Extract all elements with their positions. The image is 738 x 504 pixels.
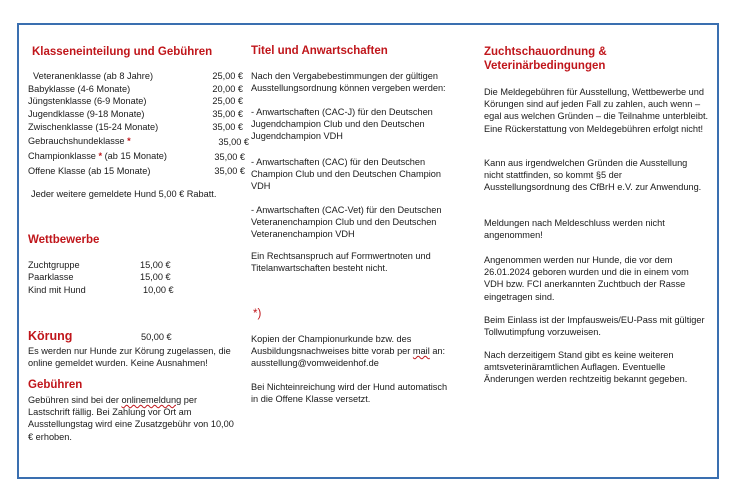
heading-fees: Gebühren <box>28 379 83 391</box>
rules-veterinary-paragraph: Nach derzeitigem Stand gibt es keine weiteren amtsveterinäramtlichen Auflagen. Eventuelle Änderungen werden rechtzeitig bekannt gegeben. <box>484 350 688 385</box>
heading-koerung: Körung <box>28 329 73 343</box>
rules-cancel-paragraph: Kann aus irgendwelchen Gründen die Ausstellung nicht stattfinden, so kommt §5 der Ausstellungsordnung des CfBrH e.V. zur Anwendung. <box>484 158 702 193</box>
fees-text: Gebühren sind bei der onlinemeldung per Lastschrift fällig. Bei Zahlung vor Ort am Ausstellungstag wird eine Zusatzgebühr von 10,00 € erhoben. <box>28 395 234 442</box>
titles-intro: Nach den Vergabebestimmungen der gültigen Ausstellungsordnung können vergeben werden: <box>251 71 446 94</box>
contest-row: Zuchtgruppe <box>28 260 80 270</box>
copies-text: Kopien der Championurkunde bzw. des Ausbildungsnachweises bitte vorab per mail an: ausstellung@vomweidenhof.de <box>251 334 446 369</box>
class-price: 35,00 € <box>214 166 245 176</box>
rules-eligibility-paragraph: Angenommen werden nur Hunde, die vor dem 26.01.2024 geboren wurden und die in einem vom VDH bzw. FCI anerkannten Zuchtbuch der Rasse eingetragen sind. <box>484 255 689 302</box>
class-price: 20,00 € <box>212 84 243 94</box>
heading-contests: Wettbewerbe <box>28 234 100 246</box>
class-price: 35,00 € <box>218 137 249 147</box>
footnote-star: * <box>98 151 103 161</box>
extra-dog-note: Jeder weitere gemeldete Hund 5,00 € Rabatt. <box>31 189 217 199</box>
footnote-mark: *) <box>253 308 262 320</box>
heading-titles: Titel und Anwartschaften <box>251 45 388 57</box>
noncompliance-text: Bei Nichteinreichung wird der Hund automatisch in die Offene Klasse versetzt. <box>251 382 448 405</box>
class-price: 35,00 € <box>212 109 243 119</box>
info-panel <box>17 23 719 479</box>
contest-price: 15,00 € <box>140 260 171 270</box>
class-price: 35,00 € <box>212 122 243 132</box>
class-row: Championklasse * (ab 15 Monate) <box>28 151 167 161</box>
titles-claim: Ein Rechtsanspruch auf Formwertnoten und Titelanwartschaften besteht nicht. <box>251 251 431 274</box>
class-row: Offene Klasse (ab 15 Monate) <box>28 166 151 176</box>
class-price: 25,00 € <box>212 96 243 106</box>
spellcheck-word: onlinemeldung <box>121 395 182 405</box>
heading-rules: Zuchtschauordnung & Veterinärbedingungen <box>484 46 607 72</box>
koerung-text: Es werden nur Hunde zur Körung zugelassen, die online gemeldet wurden. Keine Ausnahmen! <box>28 346 231 369</box>
class-price: 25,00 € <box>212 71 243 81</box>
titles-item-cacj: - Anwartschaften (CAC-J) für den Deutschen Jugendchampion Club und den Deutschen Jugendchampion VDH <box>251 107 433 142</box>
contest-price: 10,00 € <box>143 285 174 295</box>
contest-price: 15,00 € <box>140 272 171 282</box>
class-row: Babyklasse (4-6 Monate) <box>28 84 131 94</box>
contest-row: Kind mit Hund <box>28 285 86 295</box>
class-row: Veteranenklasse (ab 8 Jahre) <box>33 71 154 81</box>
spellcheck-word: mail <box>412 346 430 357</box>
rules-deadline-paragraph: Meldungen nach Meldeschluss werden nicht angenommen! <box>484 218 665 241</box>
koerung-price: 50,00 € <box>141 332 172 342</box>
contest-row: Paarklasse <box>28 272 74 282</box>
class-row: Gebrauchshundeklasse * <box>28 136 131 146</box>
titles-item-cacvet: - Anwartschaften (CAC-Vet) für den Deutschen Veteranenchampion Club und den Deutschen Veteranenchampion VDH <box>251 205 442 240</box>
heading-classes: Klasseneinteilung und Gebühren <box>32 46 213 58</box>
class-row: Jüngstenklasse (6-9 Monate) <box>28 96 147 106</box>
class-row: Zwischenklasse (15-24 Monate) <box>28 122 159 132</box>
footnote-star: * <box>127 136 131 146</box>
titles-item-cac: - Anwartschaften (CAC) für den Deutschen Champion Club und den Deutschen Champion VDH <box>251 157 441 192</box>
class-price: 35,00 € <box>214 152 245 162</box>
rules-fees-paragraph: Die Meldegebühren für Ausstellung, Wettbewerbe und Körungen sind auf jeden Fall zu zahlen, auch wenn – egal aus welchen Gründen – die Teilnahme unterbleibt. Eine Rückerstattung von Meldegebühren erfolgt nicht! <box>484 87 709 134</box>
class-row: Jugendklasse (9-18 Monate) <box>28 109 145 119</box>
rules-vaccination-paragraph: Beim Einlass ist der Impfausweis/EU-Pass mit gültiger Tollwutimpfung vorzuweisen. <box>484 315 705 338</box>
